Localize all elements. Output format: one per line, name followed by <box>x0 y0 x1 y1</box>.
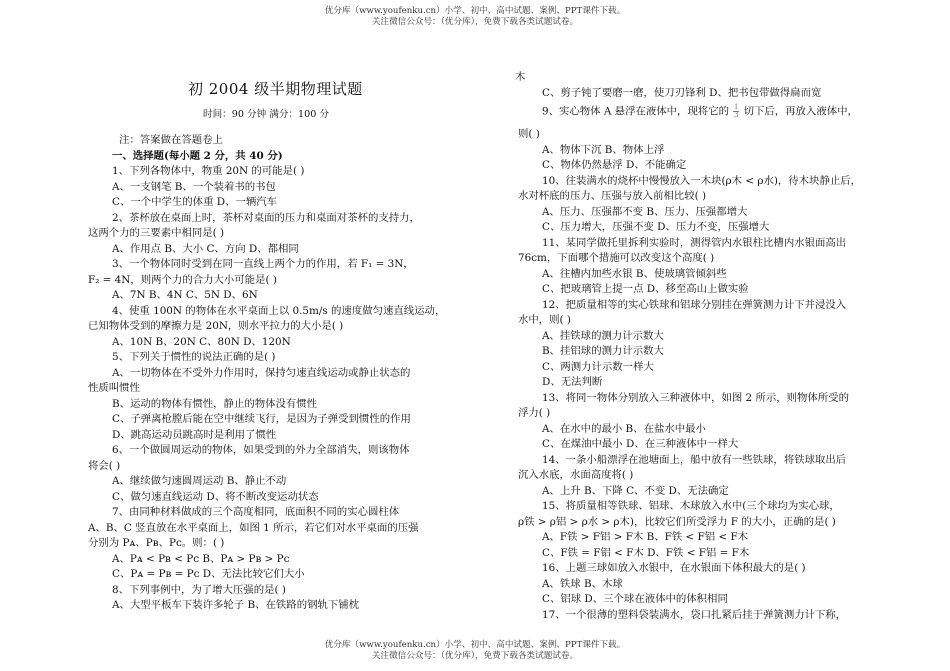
question-2: 2、茶杯放在桌面上时，茶杯对桌面的压力和桌面对茶杯的支持力， <box>112 212 420 224</box>
question-17: 17、一个很薄的塑料袋装满水，袋口扎紧后挂于弹簧测力计下称， <box>542 609 847 621</box>
q13-options-cd: C、在煤油中最小 D、在三种液体中一样大 <box>542 438 739 450</box>
q7-options-cd: C、Pᴀ = Pʙ = Pᴄ D、无法比较它们大小 <box>112 568 305 580</box>
question-14-cont: 沉入水底，水面高度将( ) <box>518 469 634 481</box>
question-11: 11、某同学做托里拆利实验时，测得管内水银柱比槽内水银面高出 <box>542 237 847 249</box>
question-11-cont: 76cm，下面哪个措施可以改变这个高度( ) <box>518 252 715 264</box>
q8-option-b-cont: 木 <box>515 71 526 83</box>
q1-options-cd: C、一个中学生的体重 D、一辆汽车 <box>112 196 278 208</box>
q13-options-ab: A、在水中的最小 B、在盐水中最小 <box>542 423 706 435</box>
question-3-cont: F₂ = 4N，则两个力的合力大小可能是( ) <box>88 274 277 286</box>
question-7-cont-2: 分别为 Pᴀ、Pʙ、Pᴄ。则：( ) <box>88 537 225 549</box>
question-4-cont: 已知物体受到的摩擦力是 20N，则水平拉力的大小是( ) <box>88 320 344 332</box>
exam-title: 初 2004 级半期物理试题 <box>188 80 363 98</box>
q8-options-cd: C、剪子钝了要磨一磨，使刀刃锋利 D、把书包带做得扁而宽 <box>542 87 822 99</box>
q12-option-b: B、挂铝球的测力计示数大 <box>542 345 664 357</box>
one-third-fraction <box>733 104 739 119</box>
header-line-2: 关注微信公众号：（优分库），免费下载各类试题试卷。 <box>371 17 579 27</box>
question-6-cont: 将会( ) <box>88 460 121 472</box>
q12-option-a: A、挂铁球的测力计示数大 <box>542 330 664 342</box>
q15-options-cd: C、F铁 = F铝 < F木 D、F铁 < F铝 = F木 <box>542 547 750 559</box>
q12-option-d: D、无法判断 <box>542 376 603 388</box>
q5-option-c: C、子弹离枪膛后能在空中继续飞行，是因为子弹受到惯性的作用 <box>112 413 411 425</box>
question-5: 5、下列关于惯性的说法正确的是( ) <box>112 351 276 363</box>
q8-options-ab: A、大型平板车下装许多轮子 B、在铁路的钢轨下铺枕 <box>112 599 360 611</box>
q7-options-ab: A、Pᴀ < Pʙ < Pᴄ B、Pᴀ > Pʙ > Pᴄ <box>112 553 290 565</box>
q12-option-c: C、两测力计示数一样大 <box>542 361 654 373</box>
question-7-cont: A、B、C 竖直放在水平桌面上，如图 1 所示，若它们对水平桌面的压强 <box>88 522 419 534</box>
question-4: 4、使重 100N 的物体在水平桌面上以 0.5m/s 的速度做匀速直线运动， <box>112 305 446 317</box>
question-10-cont: 水对杯底的压力、压强与放入前相比较( ) <box>518 190 707 202</box>
question-9 <box>542 104 858 120</box>
question-9-text: 9、实心物体 A 悬浮在液体中，现将它的 <box>542 105 729 118</box>
q11-options-cd: C、把玻璃管上提一点 D、移至高山上做实验 <box>542 283 749 295</box>
q5-option-a-cont: 性质叫惯性 <box>88 382 140 394</box>
q5-option-a: A、一切物体在不受外力作用时，保持匀速直线运动或静止状态的 <box>112 367 411 379</box>
q9-options-cd: C、物体仍然悬浮 D、不能确定 <box>542 159 687 171</box>
exam-meta: 时间：90 分钟 满分：100 分 <box>203 109 330 120</box>
note-line: 注：答案做在答题卷上 <box>119 134 223 146</box>
q5-option-b: B、运动的物体有惯性，静止的物体没有惯性 <box>112 398 318 410</box>
question-9-cont: 则( ) <box>518 128 540 140</box>
question-12-cont: 水中，则( ) <box>518 314 571 326</box>
question-8: 8、下列事例中，为了增大压强的是( ) <box>112 584 286 596</box>
question-2-cont: 这两个力的三要素中相同是( ) <box>88 227 225 239</box>
question-16: 16、上题三球如放入水银中，在水银面下体积最大的是( ) <box>542 562 806 574</box>
question-6: 6、一个做圆周运动的物体，如果受到的外力全部消失，则该物体 <box>112 444 410 456</box>
q6-options-cd: C、做匀速直线运动 D、将不断改变运动状态 <box>112 491 319 503</box>
question-12: 12、把质量相等的实心铁球和铝球分别挂在弹簧测力计下并浸没入 <box>542 299 847 311</box>
q15-options-ab: A、F铁 > F铝 > F木 B、F铁 < F铝 < F木 <box>542 531 749 543</box>
question-3: 3、一个物体同时受到在同一直线上两个力的作用，若 F₁ = 3N， <box>112 258 414 270</box>
header-line-1: 优分库（www.youfenku.cn）小学、初中、高中试题、案例、PPT课件下载。 <box>324 6 626 16</box>
question-15: 15、将质量相等铁球、铝球、木球放入水中(三个球均为实心球， <box>542 500 840 512</box>
footer-line-2: 关注微信公众号：（优分库），免费下载各类试题试卷。 <box>371 651 579 661</box>
q6-options-ab: A、继续做匀速圆周运动 B、静止不动 <box>112 475 287 487</box>
fraction-numerator: 1 <box>734 103 739 111</box>
q14-options: A、上升 B、下降 C、不变 D、无法确定 <box>542 485 729 497</box>
q10-options-cd: C、压力增大，压强不变 D、压力不变，压强增大 <box>542 221 770 233</box>
q2-options: A、作用点 B、大小 C、方向 D、都相同 <box>112 243 299 255</box>
question-13-cont: 浮力( ) <box>518 407 551 419</box>
question-7: 7、由同种材料做成的三个高度相同，底面积不同的实心圆柱体 <box>112 506 400 518</box>
fraction-denominator: 3 <box>734 111 739 119</box>
section-heading: 一、选择题(每小题 2 分，共 40 分) <box>112 150 283 162</box>
question-13: 13、将同一物体分别放入三种液体中，如图 2 所示，则物体所受的 <box>542 392 849 404</box>
question-15-cont: ρ铁 > ρ铝 > ρ水 > ρ木)，比较它们所受浮力 F 的大小，正确的是( ) <box>518 516 836 528</box>
question-14: 14、一条小船漂浮在池塘面上，船中放有一些铁球，将铁球取出后 <box>542 454 847 466</box>
q10-options-ab: A、压力、压强都不变 B、压力、压强都增大 <box>542 206 748 218</box>
q5-option-d: D、跳高运动员跳高时是利用了惯性 <box>112 429 277 441</box>
q16-options-ab: A、铁球 B、木球 <box>542 578 623 590</box>
q1-options-ab: A、一支钢笔 B、一个装着书的书包 <box>112 181 276 193</box>
q3-options: A、7N B、4N C、5N D、6N <box>112 289 258 301</box>
footer-line-1: 优分库（www.youfenku.cn）小学、初中、高中试题、案例、PPT课件下载。 <box>324 640 626 650</box>
q4-options: A、10N B、20N C、80N D、120N <box>112 336 291 348</box>
q11-options-ab: A、往槽内加些水银 B、使玻璃管倾斜些 <box>542 268 727 280</box>
question-10: 10、往装满水的烧杯中慢慢放入一木块(ρ木 < ρ水)，待木块静止后， <box>542 175 862 187</box>
q16-options-cd: C、铝球 D、三个球在液体中的体积相同 <box>542 593 728 605</box>
q9-options-ab: A、物体下沉 B、物体上浮 <box>542 144 665 156</box>
question-9-text-2: 切下后，再放入液体中， <box>743 105 858 118</box>
question-1: 1、下列各物体中，物重 20N 的可能是( ) <box>112 165 305 177</box>
